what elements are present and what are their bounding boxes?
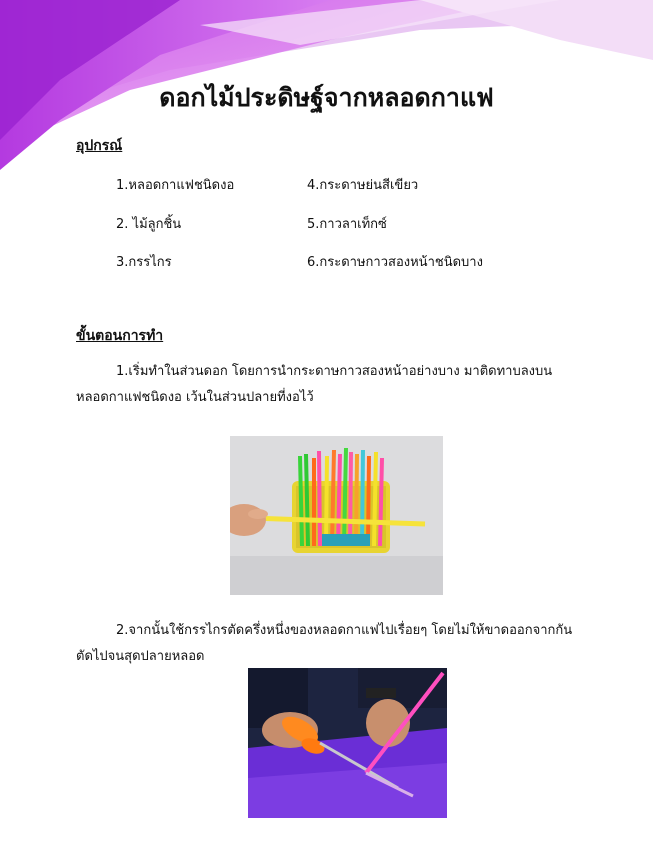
step-2-photo (248, 668, 447, 818)
material-item: 1.หลอดกาแฟชนิดงอ (116, 178, 235, 193)
materials-heading: อุปกรณ์ (76, 138, 123, 154)
step-1-text: 1.เริ่มทำในส่วนดอก โดยการนำกระดาษกาวสองหน้าอย่างบาง มาติดทาบลงบน หลอดกาแฟชนิดงอ เว้นในส่วนปลายที่งอไว้ (76, 364, 553, 405)
material-item: 3.กรรไกร (116, 255, 172, 270)
steps-heading: ขั้นตอนการทำ (76, 328, 164, 344)
step-1-photo (230, 436, 443, 595)
step-2-text: 2.จากนั้นใช้กรรไกรตัดครึ่งหนึ่งของหลอดกาแฟไปเรื่อยๆ โดยไม่ให้ขาดออกจากกัน ตัดไปจนสุดปลายหลอด (76, 623, 573, 664)
material-item: 6.กระดาษกาวสองหน้าชนิดบาง (307, 255, 483, 270)
page-title: ดอกไม้ประดิษฐ์จากหลอดกาแฟ (159, 83, 494, 112)
material-item: 4.กระดาษย่นสีเขียว (307, 178, 419, 193)
material-item: 5.กาวลาเท็กซ์ (307, 217, 387, 232)
material-item: 2. ไม้ลูกชิ้น (116, 217, 182, 232)
